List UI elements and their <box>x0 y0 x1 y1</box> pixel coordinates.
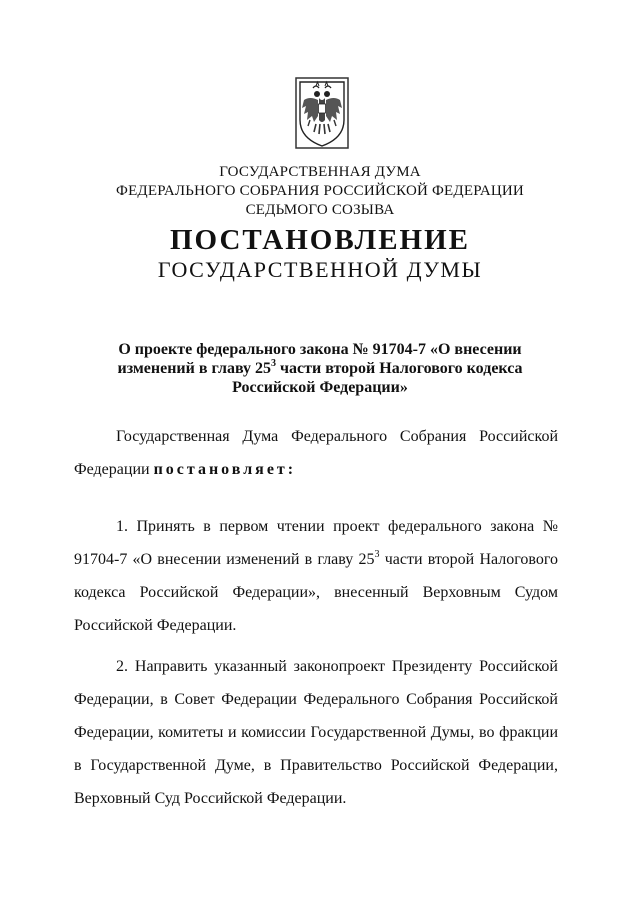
subject-superscript: 3 <box>271 358 277 369</box>
preamble-paragraph <box>74 420 558 486</box>
subject-text-part2: части второй Налогового кодекса Российской Федерации» <box>232 360 523 396</box>
header-line-3: СЕДЬМОГО СОЗЫВА <box>245 202 395 218</box>
item-1-text-part1: 1. Принять в первом чтении проект федерального закона № 91704-7 «О внесении изменений в главу 25 <box>74 518 558 568</box>
decree-subject <box>82 340 558 397</box>
parliament-header <box>0 163 640 220</box>
decree-title: ПОСТАНОВЛЕНИЕ <box>169 224 470 256</box>
decree-subtitle: ГОСУДАРСТВЕННОЙ ДУМЫ <box>157 257 483 282</box>
header-line-1: ГОСУДАРСТВЕННАЯ ДУМА <box>219 164 421 180</box>
preamble-text: Государственная Дума Федерального Собрания Российской Федерации <box>74 428 558 478</box>
header-line-2: ФЕДЕРАЛЬНОГО СОБРАНИЯ РОССИЙСКОЙ ФЕДЕРАЦИИ <box>116 183 524 199</box>
item-1-text-part2: части второй Налогового кодекса Российской Федерации», внесенный Верховным Судом Российской Федерации. <box>74 551 559 634</box>
subject-text-part1: О проекте федерального закона № 91704-7 «О внесении изменений в главу 25 <box>117 341 522 377</box>
item-2-text: 2. Направить указанный законопроект Президенту Российской Федерации, в Совет Федерации Федерального Собрания Российской Федерации, комитеты и комиссии Государственной Думы, во фракции в Государственной Думе, в Правительство Российской Федерации, Верховный Суд Российской Федерации. <box>74 658 558 807</box>
decision-item-2 <box>74 650 558 815</box>
decision-item-1 <box>74 510 558 642</box>
state-emblem-icon <box>286 76 358 156</box>
preamble-verb: постановляет: <box>153 461 297 478</box>
item-1-superscript: 3 <box>374 549 380 560</box>
